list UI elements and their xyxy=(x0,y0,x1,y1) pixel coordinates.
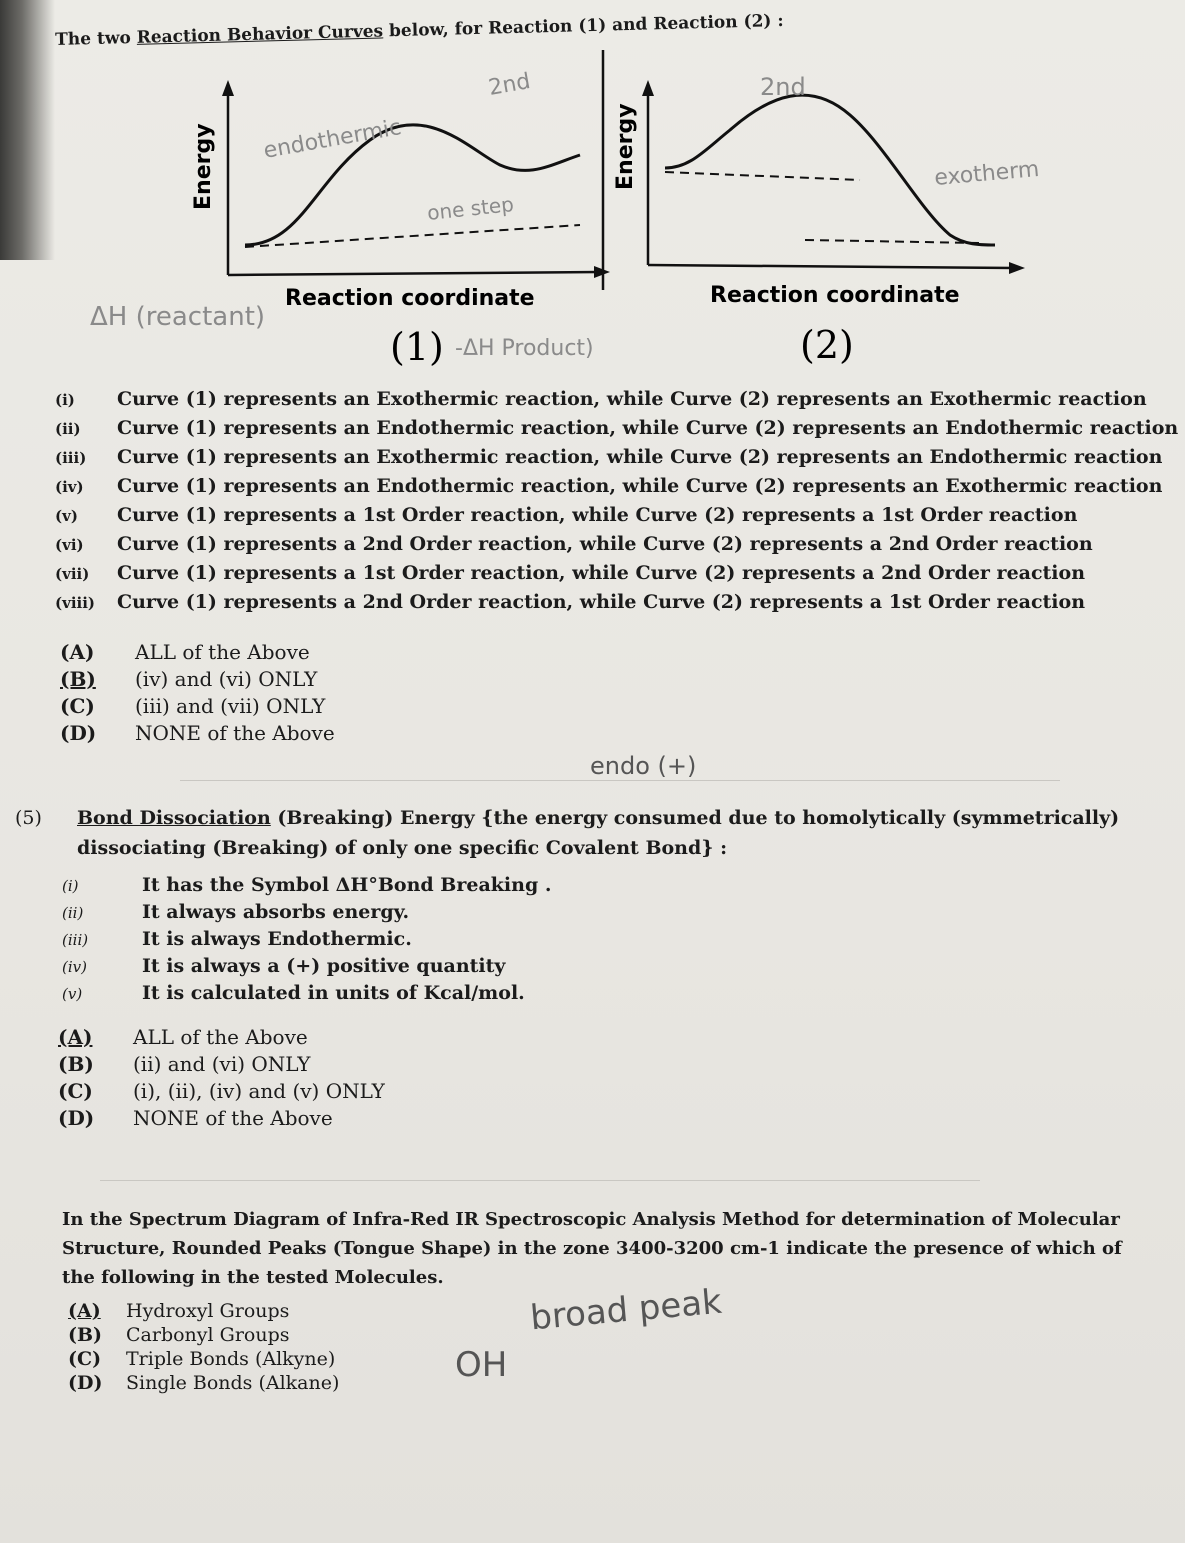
hand-2nd-a: 2nd xyxy=(486,69,533,101)
q4-intro: The two Reaction Behavior Curves below, for Reaction (1) and Reaction (2) : xyxy=(55,10,784,50)
chart1-number: (1) xyxy=(390,325,444,369)
q4-statement: (vi) Curve (1) represents a 2nd Order reaction, while Curve (2) represents a 2nd Order reaction xyxy=(55,533,1093,555)
q6-choice-d[interactable]: (D) Single Bonds (Alkane) xyxy=(68,1372,340,1394)
q4-statements xyxy=(55,388,1178,620)
q4-statement: (iv) Curve (1) represents an Endothermic reaction, while Curve (2) represents an Exothermic reaction xyxy=(55,475,1163,497)
chart2-dashed-product xyxy=(805,240,980,243)
q4-statement: (iii) Curve (1) represents an Exothermic reaction, while Curve (2) represents an Endothermic reaction xyxy=(55,446,1163,468)
chart1-x-axis xyxy=(228,272,600,275)
hand-dh-product: -ΔH Product) xyxy=(455,336,594,361)
reaction-curves xyxy=(90,40,1070,380)
q5-statement: (iii) It is always Endothermic. xyxy=(62,928,412,950)
divider xyxy=(100,1180,980,1181)
chart2 xyxy=(613,80,1025,367)
q5-statements xyxy=(62,874,551,1004)
q4-statement: (v) Curve (1) represents a 1st Order reaction, while Curve (2) represents a 1st Order reaction xyxy=(55,504,1078,526)
q5-choice-b[interactable]: (B) (ii) and (vi) ONLY xyxy=(58,1052,311,1076)
chart2-y-arrow xyxy=(642,80,654,96)
chart2-dashed-reactant xyxy=(665,172,860,180)
q4-statement: (vii) Curve (1) represents a 1st Order reaction, while Curve (2) represents a 2nd Order reaction xyxy=(55,562,1086,584)
q4-choice-c[interactable]: (C) (iii) and (vii) ONLY xyxy=(60,694,326,718)
hand-oh: OH xyxy=(455,1345,508,1385)
q5-choice-d[interactable]: (D) NONE of the Above xyxy=(58,1106,333,1130)
q4-choice-d[interactable]: (D) NONE of the Above xyxy=(60,721,335,745)
hand-2nd-b: 2nd xyxy=(760,73,806,101)
q5-choice-a[interactable]: (A) ALL of the Above xyxy=(58,1025,308,1049)
q4-choice-a[interactable]: (A) ALL of the Above xyxy=(60,640,310,664)
hand-dh-reactant: ΔH (reactant) xyxy=(90,302,266,332)
q4-statement: (i) Curve (1) represents an Exothermic reaction, while Curve (2) represents an Exothermic reaction xyxy=(55,388,1147,410)
q5-statement: (i) It has the Symbol ΔH°Bond Breaking . xyxy=(62,874,552,896)
hand-exothermic: exotherm xyxy=(933,156,1041,191)
hand-one-step: one step xyxy=(426,192,515,225)
q4-statement: (ii) Curve (1) represents an Endothermic reaction, while Curve (2) represents an Endothermic reaction xyxy=(55,417,1179,439)
q6-choice-b[interactable]: (B) Carbonyl Groups xyxy=(68,1324,290,1346)
chart2-ylabel: Energy xyxy=(613,103,638,190)
chart2-number: (2) xyxy=(800,323,854,367)
q5-statement: (iv) It is always a (+) positive quantity xyxy=(62,955,506,977)
chart1-y-arrow xyxy=(222,80,234,96)
q5-statement: (v) It is calculated in units of Kcal/mol. xyxy=(62,982,525,1004)
hand-endothermic: endothermic xyxy=(261,115,404,164)
divider xyxy=(180,780,1060,781)
q5-question: (5) Bond Dissociation (Breaking) Energy {the energy consumed due to homolytically (symmetrically) dissociating (Breaking) of only one specific Covalent Bond} : xyxy=(15,807,1120,859)
q4-choices xyxy=(60,640,335,745)
chart1-xlabel: Reaction coordinate xyxy=(285,286,535,311)
page-edge-shadow xyxy=(0,0,55,260)
q6-question: In the Spectrum Diagram of Infra-Red IR Spectroscopic Analysis Method for determination of Molecular Structure, Rounded Peaks (Tongue Shape) in the zone 3400-3200 cm-1 indicate the presence of which of the following in the tested Molecules. xyxy=(62,1209,1122,1288)
q6-choice-a[interactable]: (A) Hydroxyl Groups xyxy=(68,1300,290,1322)
q5-statement: (ii) It always absorbs energy. xyxy=(62,901,410,923)
chart1-dashed-level xyxy=(245,225,580,247)
chart2-x-arrow xyxy=(1009,262,1025,274)
chart2-x-axis xyxy=(648,265,1015,268)
q5-choice-c[interactable]: (C) (i), (ii), (iv) and (v) ONLY xyxy=(58,1079,385,1103)
q6-choice-c[interactable]: (C) Triple Bonds (Alkyne) xyxy=(68,1348,336,1370)
hand-broad-peak: broad peak xyxy=(528,1281,724,1339)
chart1-ylabel: Energy xyxy=(191,123,216,210)
hand-endo-plus: endo (+) xyxy=(590,752,697,780)
chart2-xlabel: Reaction coordinate xyxy=(710,283,960,308)
q5-choices xyxy=(58,1025,385,1130)
q4-choice-b[interactable]: (B) (iv) and (vi) ONLY xyxy=(60,667,318,691)
q6-choices xyxy=(68,1300,339,1394)
q4-statement: (viii) Curve (1) represents a 2nd Order reaction, while Curve (2) represents a 1st Order reaction xyxy=(55,591,1086,613)
